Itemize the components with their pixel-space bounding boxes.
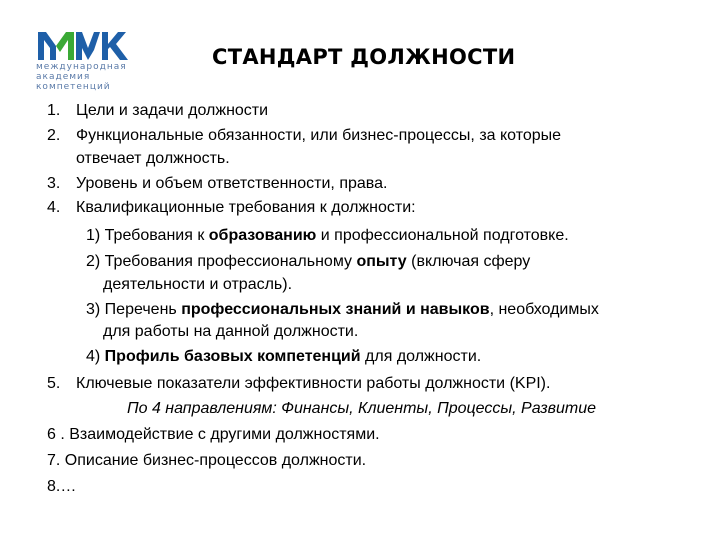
sub-item-2: 2) Требования профессиональному опыту (включая сферу [86,253,531,270]
item-text: Уровень и объем ответственности, права. [76,175,388,192]
item-number: 2. [47,127,61,144]
item-number: 5. [47,375,61,392]
list-item-6: 6 . Взаимодействие с другими должностями. [47,426,380,443]
list-item-7: 7. Описание бизнес-процессов должности. [47,452,367,469]
item-text: Квалификационные требования к должности: [76,199,416,216]
logo-text-line-1: международная [36,62,127,72]
list-item-2-cont: отвечает должность. [76,150,230,167]
item-text: Функциональные обязанности, или бизнес-процессы, за которые [76,127,562,144]
directions-note: По 4 направлениям: Финансы, Клиенты, Процессы, Развитие [127,400,597,417]
list-item-8: 8.… [47,478,77,495]
item-number: 4. [47,199,61,216]
sub-item-3: 3) Перечень профессиональных знаний и навыков, необходимых [86,301,599,318]
sub-item-1: 1) Требования к образованию и профессиональной подготовке. [86,227,569,244]
list-item-3 [47,174,388,194]
logo-text-line-2: академия [36,72,91,82]
list-item-4 [47,198,416,218]
list-item-5 [47,374,551,394]
sub-item-4: 4) Профиль базовых компетенций для должности. [86,348,482,365]
list-item-2 [47,126,562,146]
list-item-1 [47,101,269,121]
item-number: 3. [47,175,61,192]
sub-item-2-cont: деятельности и отрасль). [103,276,293,293]
logo-text-line-3: компетенций [36,82,111,92]
sub-item-3-cont: для работы на данной должности. [103,323,359,340]
item-number: 1. [47,102,61,119]
item-text: Цели и задачи должности [76,102,269,119]
page-title: СТАНДАРТ ДОЛЖНОСТИ [212,45,516,69]
item-text: Ключевые показатели эффективности работы должности (KPI). [76,375,551,392]
